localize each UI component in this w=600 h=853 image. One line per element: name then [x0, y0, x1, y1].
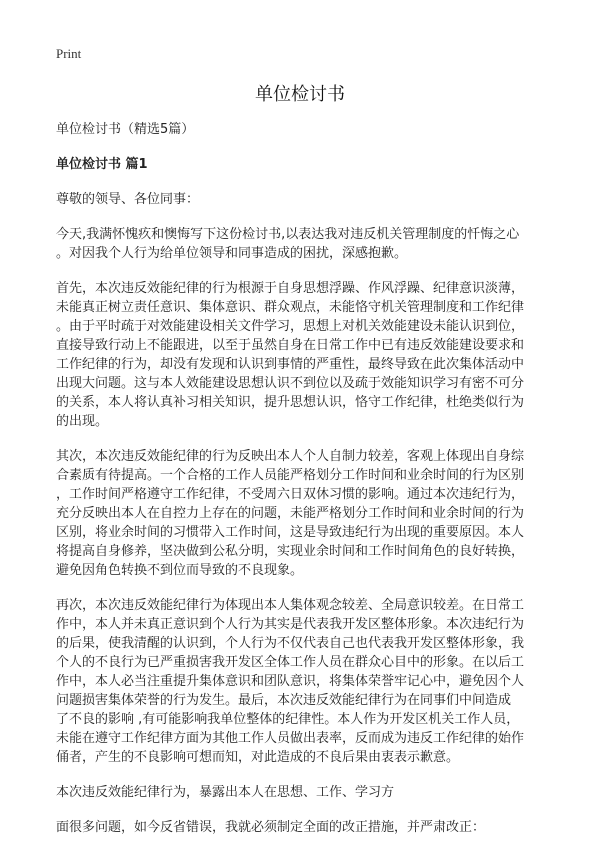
- salutation: 尊敬的领导、各位同事：: [56, 192, 200, 207]
- paragraph-line: 合素质有待提高。一个合格的工作人员能严格划分工作时间和业余时间的行为区别: [56, 468, 525, 483]
- paragraph-line: 的关系，本人将认真补习相关知识，提升思想认识，恪守工作纪律，杜绝类似行为: [56, 395, 525, 410]
- paragraph-line: 作中，本人必当注重提升集体意识和团队意识，将集体荣誉牢记心中，避免因个人: [56, 674, 525, 689]
- paragraph-line: 问题损害集体荣誉的行为发生。最后，本次违反效能纪律行为在同事们中间造成: [56, 693, 512, 708]
- paragraph-list: [56, 225, 556, 837]
- page-title: 单位检讨书: [255, 84, 345, 105]
- paragraph-line: 未能真正树立责任意识、集体意识、群众观点，未能恪守机关管理制度和工作纪律: [56, 300, 525, 315]
- paragraph-line: 今天,我满怀愧疚和懊悔写下这份检讨书,以表达我对违反机关管理制度的忏悔之心: [56, 227, 520, 242]
- paragraph-line: 面很多问题，如今反省错误，我就必须制定全面的改正措施，并严肃改正：: [56, 820, 486, 835]
- paragraph-line: 区别，将业余时间的习惯带入工作时间，这是导致违纪行为出现的重要原因。本人: [56, 525, 525, 540]
- paragraph-line: 的后果，使我清醒的认识到，个人行为不仅代表自己也代表我开发区整体形象，我: [56, 636, 525, 651]
- paragraph-line: 首先，本次违反效能纪律的行为根源于自身思想浮躁、作风浮躁、纪律意识淡薄，: [56, 281, 525, 296]
- paragraph-line: 其次，本次违反效能纪律的行为反映出本人个人自制力较差，客观上体现出自身综: [56, 449, 525, 464]
- print-label[interactable]: Print: [56, 46, 82, 61]
- paragraph-line: 个人的不良行为已严重损害我开发区全体工作人员在群众心目中的形象。在以后工: [56, 655, 525, 670]
- paragraph-line: 工作纪律的行为，却没有发现和认识到事情的严重性，最终导致在此次集体活动中: [56, 357, 525, 372]
- paragraph-line: 出现大问题。这与本人效能建设思想认识不到位以及疏于效能知识学习有密不可分: [56, 376, 525, 391]
- paragraph-line: 的出现。: [56, 414, 109, 429]
- paragraph-line: ，工作时间严格遵守工作纪律，不受周六日双休习惯的影响。通过本次违纪行为，: [56, 487, 525, 502]
- paragraph-line: 未能在遵守工作纪律方面为其他工作人员做出表率，反而成为违反工作纪律的始作: [56, 731, 525, 746]
- paragraph-line: 。对因我个人行为给单位领导和同事造成的困扰，深感抱歉。: [56, 246, 408, 261]
- paragraph-line: 充分反映出本人在自控力上存在的问题，未能严格划分工作时间和业余时间的行为: [56, 506, 525, 521]
- chapter-heading: 单位检讨书 篇1: [56, 157, 148, 172]
- paragraph-line: 俑者，产生的不良影响可想而知，对此造成的不良后果由衷表示歉意。: [56, 750, 460, 765]
- paragraph-line: 将提高自身修养，坚决做到公私分明，实现业余时间和工作时间角色的良好转换，: [56, 544, 525, 559]
- paragraph: [56, 596, 556, 767]
- paragraph-line: 再次，本次违反效能纪律行为体现出本人集体观念较差、全局意识较差。在日常工: [56, 598, 525, 613]
- paragraph: [56, 225, 556, 263]
- paragraph-line: 了不良的影响 ,有可能影响我单位整体的纪律性。本人作为开发区机关工作人员，: [56, 712, 520, 727]
- paragraph-line: 本次违反效能纪律行为，暴露出本人在思想、工作、学习方: [56, 785, 395, 800]
- document-subtitle: 单位检讨书（精选5篇）: [56, 122, 195, 137]
- paragraph: [56, 447, 556, 580]
- paragraph-line: 避免因角色转换不到位而导致的不良现象。: [56, 563, 304, 578]
- document-body: [56, 120, 556, 853]
- paragraph-line: 直接导致行动上不能跟进，以至于虽然自身在日常工作中已有违反效能建设要求和: [56, 338, 525, 353]
- paragraph-line: 。由于平时疏于对效能建设相关文件学习，思想上对机关效能建设未能认识到位，: [56, 319, 525, 334]
- paragraph: [56, 279, 556, 431]
- paragraph-line: 作中，本人并未真正意识到个人行为其实是代表我开发区整体形象。本次违纪行为: [56, 617, 525, 632]
- paragraph: [56, 783, 556, 802]
